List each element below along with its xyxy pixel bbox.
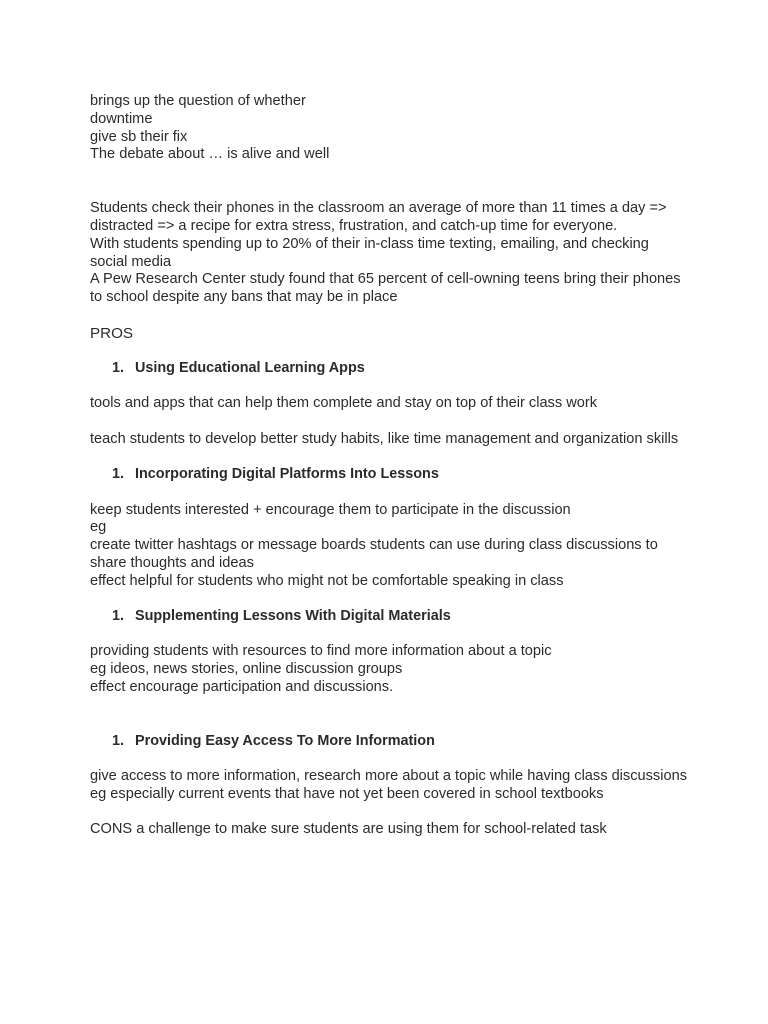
list-number: 1. [112, 732, 125, 749]
document-page [90, 93, 690, 839]
paragraph-line: tools and apps that can help them complete and stay on top of their class work [90, 395, 598, 412]
section-paragraph [90, 502, 690, 591]
paragraph-line: give access to more information, research more about a topic while having class discussions [90, 768, 688, 785]
paragraph-line: eg ideos, news stories, online discussion groups [90, 661, 403, 678]
paragraph-line: effect helpful for students who might not be comfortable speaking in class [90, 572, 564, 589]
paragraph-line: effect encourage participation and discussions. [90, 679, 394, 696]
section-heading [90, 608, 690, 626]
section-heading [90, 360, 690, 378]
intro-line: downtime [90, 110, 153, 127]
paragraph-line: create twitter hashtags or message boards students can use during class discussions to share thoughts and ideas [90, 537, 658, 571]
paragraph-line: teach students to develop better study habits, like time management and organization skills [90, 430, 679, 447]
section-heading-text: Providing Easy Access To More Information [135, 732, 435, 749]
intro-notes [90, 93, 690, 164]
paragraph-line: providing students with resources to find more information about a topic [90, 643, 552, 660]
section-heading-text: Incorporating Digital Platforms Into Lessons [135, 466, 439, 483]
stats-line: A Pew Research Center study found that 65 percent of cell-owning teens bring their phones to school despite any bans that may be in place [90, 271, 681, 306]
stats-line: Students check their phones in the classroom an average of more than 11 times a day => distracted => a recipe for extra stress, frustration, and catch-up time for everyone. [90, 200, 667, 234]
pros-label: PROS [90, 324, 134, 342]
section-paragraph [90, 768, 690, 804]
list-number: 1. [112, 466, 125, 483]
section-paragraph [90, 395, 690, 413]
section-paragraph [90, 643, 690, 696]
section-heading-text: Using Educational Learning Apps [135, 359, 365, 376]
section-heading [90, 466, 690, 484]
intro-line: brings up the question of whether [90, 93, 306, 109]
paragraph-line: keep students interested + encourage them to participate in the discussion [90, 501, 571, 518]
section-paragraph [90, 431, 690, 449]
paragraph-line: eg especially current events that have not yet been covered in school textbooks [90, 786, 604, 803]
paragraph-line: eg [90, 519, 107, 536]
section-heading-text: Supplementing Lessons With Digital Materials [135, 608, 451, 625]
list-number: 1. [112, 608, 125, 625]
cons-line: CONS a challenge to make sure students are using them for school-related task [90, 821, 607, 838]
list-number: 1. [112, 359, 125, 376]
intro-line: The debate about … is alive and well [90, 146, 330, 163]
stats-paragraph [90, 200, 690, 307]
section-heading [90, 733, 690, 751]
stats-line: With students spending up to 20% of their in-class time texting, emailing, and checking social media [90, 235, 649, 270]
intro-line: give sb their fix [90, 128, 188, 145]
